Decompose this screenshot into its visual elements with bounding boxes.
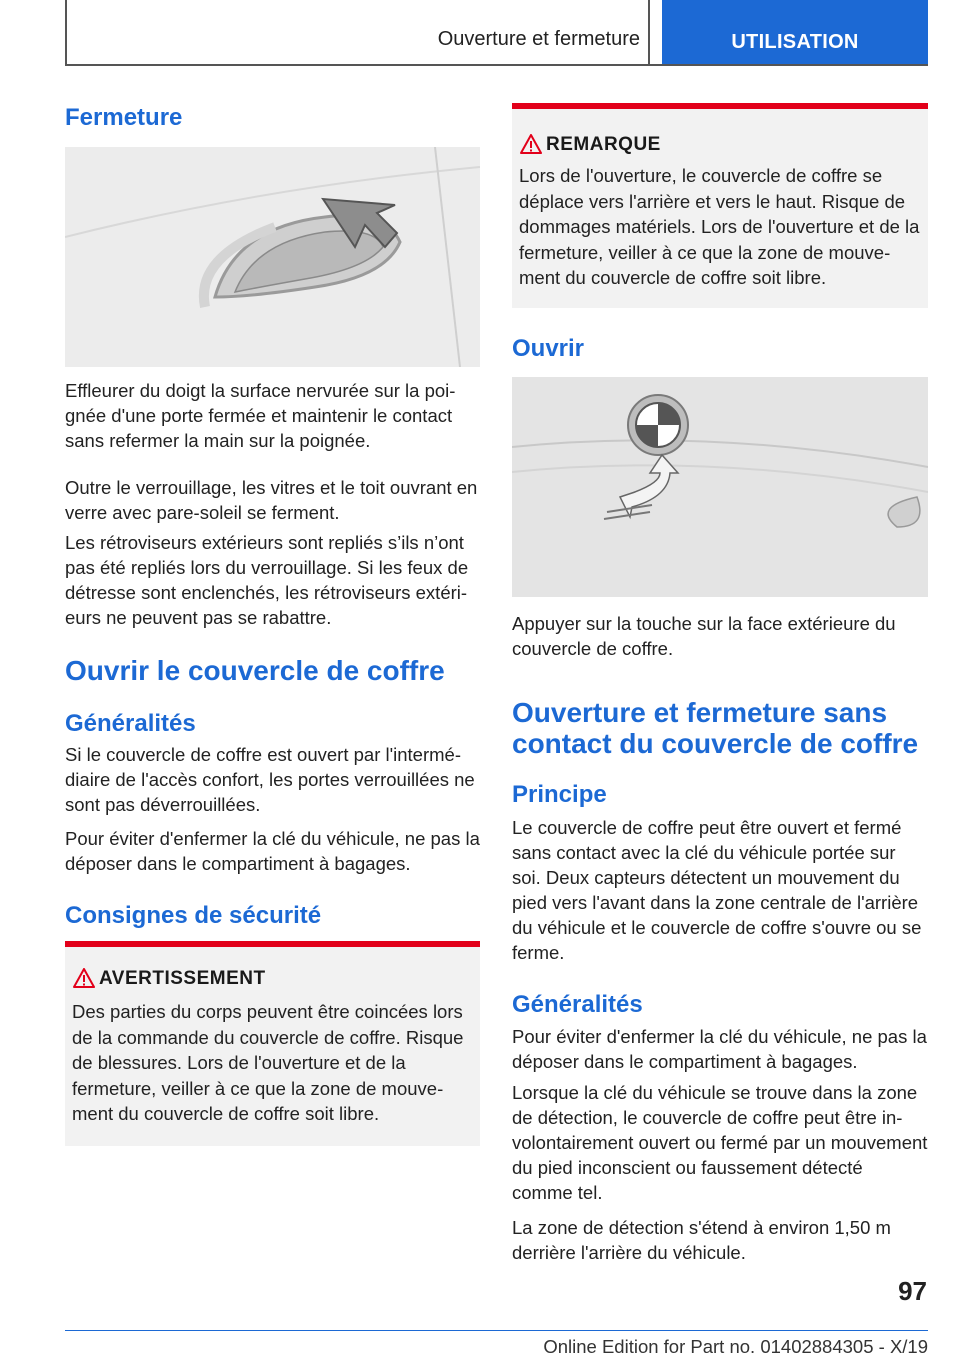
paragraph-generalites-4: Lorsque la clé du véhicule se trouve dans la zone de détection, le couvercle de coffre peut être involontairement ouvert ou fermé par un mouvement du pied inconscient ou faussement détecté comme tel. bbox=[512, 1082, 928, 1203]
header-rule bbox=[65, 64, 928, 66]
remarque-text: Lors de l'ouverture, le couvercle de coffre se déplace vers l'arrière et vers le haut. Risque de dommages matériels. Lors de l'ouverture et de la fermeture, veiller à ce que la zone de mouvement du couvercle de coffre soit libre. bbox=[519, 165, 920, 288]
heading-sans-contact-line1: Ouverture et fermeture sans bbox=[512, 697, 888, 728]
remarque-bar bbox=[512, 103, 928, 109]
remarque-box bbox=[512, 103, 928, 308]
paragraph-generalites-2: Pour éviter d'enfermer la clé du véhicule, ne pas la déposer dans le compartiment à bagages. bbox=[65, 828, 480, 874]
heading-generalites-2: Généralités bbox=[512, 991, 643, 1018]
header-left-border bbox=[65, 0, 67, 66]
warning-triangle-icon bbox=[73, 968, 95, 988]
header-chapter-tab: UTILISATION bbox=[662, 0, 928, 64]
heading-ouvrir: Ouvrir bbox=[512, 335, 585, 362]
heading-sans-contact-line2: contact du couvercle de coffre bbox=[512, 728, 919, 759]
paragraph-fermeture-2: Outre le verrouillage, les vitres et le toit ouvrant en verre avec pare-soleil se ferment. bbox=[65, 477, 478, 523]
header-section-title: Ouverture et fermeture bbox=[437, 28, 640, 50]
door-handle-drawing bbox=[65, 147, 480, 367]
trunk-button-illustration bbox=[512, 377, 928, 597]
footer-edition: Online Edition for Part no. 01402884305 - X/19 bbox=[543, 1336, 928, 1357]
heading-generalites: Généralités bbox=[65, 710, 196, 737]
door-handle-illustration bbox=[65, 147, 480, 367]
paragraph-principe: Le couvercle de coffre peut être ouvert et fermé sans contact avec la clé du véhicule portée sur soi. Deux capteurs détectent un mouvement du pied vers l'avant dans la zone centrale de l'arrière du véhicule et le couvercle de coffre s'ouvre ou se ferme. bbox=[512, 817, 922, 963]
paragraph-generalites-3: Pour éviter d'enfermer la clé du véhicule, ne pas la déposer dans le compartiment à bagages. bbox=[512, 1026, 927, 1072]
warning-title: AVERTISSEMENT bbox=[99, 968, 266, 989]
paragraph-ouvrir: Appuyer sur la touche sur la face extérieure du couvercle de coffre. bbox=[512, 613, 896, 659]
paragraph-generalites-1: Si le couvercle de coffre est ouvert par l'intermédiaire de l'accès confort, les portes verrouillées ne sont pas déverrouillées. bbox=[65, 744, 475, 815]
trunk-button-drawing bbox=[512, 377, 928, 597]
paragraph-fermeture-1: Effleurer du doigt la surface nervurée sur la poignée d'une porte fermée et maintenir le contact sans refermer la main sur la poignée. bbox=[65, 380, 456, 451]
warning-box bbox=[65, 941, 480, 1146]
warning-bar bbox=[65, 941, 480, 947]
page-number: 97 bbox=[898, 1276, 927, 1306]
heading-fermeture: Fermeture bbox=[65, 104, 183, 131]
notice-triangle-icon bbox=[520, 134, 542, 154]
footer-rule bbox=[65, 1330, 928, 1331]
remarque-title: REMARQUE bbox=[546, 134, 661, 155]
heading-sans-contact bbox=[512, 697, 928, 759]
heading-ouvrir-couvercle: Ouvrir le couvercle de coffre bbox=[65, 655, 445, 686]
heading-principe: Principe bbox=[512, 781, 607, 808]
paragraph-generalites-5: La zone de détection s'étend à environ 1,50 m derrière l'arrière du véhicule. bbox=[512, 1217, 891, 1263]
warning-text: Des parties du corps peuvent être coincées lors de la commande du couvercle de coffre. Risque de blessures. Lors de l'ouverture et de la fermeture, veiller à ce que la zone de mouvement du couvercle de coffre soit libre. bbox=[72, 1001, 464, 1124]
paragraph-fermeture-3: Les rétroviseurs extérieurs sont repliés s’ils n’ont pas été repliés lors du verrouillage. Si les feux de détresse sont enclenchés, les rétroviseurs extérieurs ne peuvent pas se rabattre. bbox=[65, 532, 469, 628]
heading-consignes: Consignes de sécurité bbox=[65, 902, 322, 929]
header-divider bbox=[648, 0, 650, 66]
